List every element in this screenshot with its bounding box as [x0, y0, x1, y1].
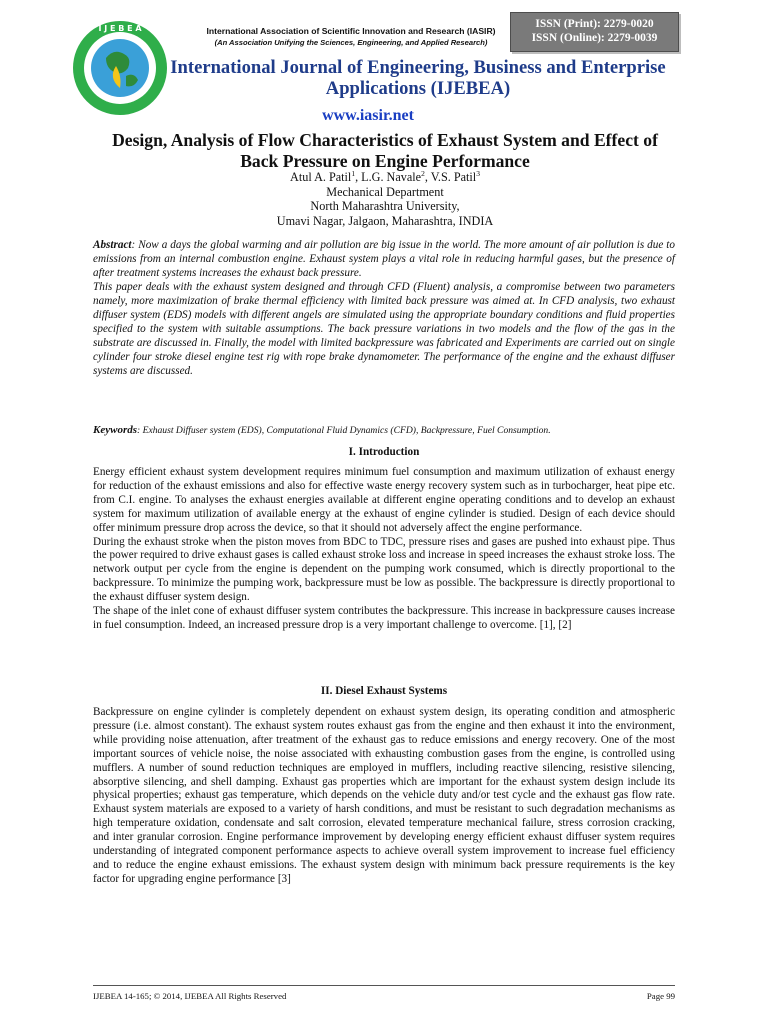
globe-logo-icon [70, 18, 170, 118]
section-heading: II. Diesel Exhaust Systems [320, 685, 448, 697]
author-block [200, 167, 570, 228]
journal-name: International Journal of Engineering, Business and Enterprise Applications (IJEBEA) [170, 57, 666, 99]
keywords: Keywords: Exhaust Diffuser system (EDS), Computational Fluid Dynamics (CFD), Backpressure, Fuel Consumption. [93, 424, 551, 436]
department: Mechanical Department [326, 184, 444, 199]
abstract-paragraph: Abstract: Now a days the global warming and air pollution are big issue in the world. The more amount of air pollution is due to emissions from an internal combustion engine. Exhaust system plays a vital role in reducing harmful gases, but the presence of after treatment systems increases the exhaust back pressure. [93, 239, 675, 279]
author-line: Atul A. Patil$^1$, L.G. Navale$^2$, V.S. Patil$^3$ [290, 169, 480, 185]
page-number: Page 99 [646, 991, 675, 1001]
section-body [93, 466, 675, 633]
address: Umavi Nagar, Jalgaon, Maharashtra, INDIA [276, 213, 494, 228]
organization-header [192, 26, 510, 48]
keywords-text: Exhaust Diffuser system (EDS), Computational Fluid Dynamics (CFD), Backpressure, Fuel Consumption. [142, 425, 551, 436]
issn-print: ISSN (Print): 2279-0020 [535, 18, 654, 30]
journal-website-link[interactable]: www.iasir.net [322, 107, 414, 124]
body-paragraph: Backpressure on engine cylinder is completely dependent on exhaust system design, its operating condition and atmospheric pressure (i.e. almost constant). The exhaust system routes exhaust gas from the engine and then exhaust it into the environment, while providing noise attenuation, after treatment of the exhaust gas to reduce emissions and energy recovery. One of the most important sources of vehicle noise, the noise associated with exhausting combustion gases from the engine, is controlled using mufflers. A number of sound reduction techniques are employed in mufflers, including reactive silencing, resistive silencing, absorptive silencing, and shell damping. Exhaust gas properties which are important for the exhaust system design include its physical properties; exhaust gas temperature, which depends on the vehicle duty and/or test cycle and the exhaust gas flow rate. Exhaust system materials are exposed to a variety of harsh conditions, and must be resistant to such degradation mechanisms as high temperature oxidation, condensate and salt corrosion, elevated temperature mechanical failure, stress corrosion cracking, and inter granular corrosion. Engine performance improvement by developing energy efficient exhaust diffuser system requires understanding of integrated component performance aspects to achieve overall system improvement to increase fuel efficiency and to reduce the engine exhaust emissions. The exhaust system design with minimum back pressure requirements is the key factor for upgrading engine performance [3] [93, 706, 675, 885]
body-paragraph: The shape of the inlet cone of exhaust diffuser system contributes the backpressure. This increase in backpressure causes increase in fuel consumption. Indeed, an increased pressure drop is a very important challenge to overcome. [1], [2] [93, 605, 675, 631]
section-body [93, 706, 675, 887]
author-name: L.G. Navale [361, 170, 422, 185]
organization-name: International Association of Scientific Innovation and Research (IASIR) [206, 26, 496, 36]
organization-tagline: (An Association Unifying the Sciences, Engineering, and Applied Research) [214, 38, 488, 47]
author-name: Atul A. Patil [290, 170, 352, 185]
section-heading: I. Introduction [348, 446, 420, 458]
author-affiliation-mark: 2 [421, 169, 425, 178]
abstract-text: Now a days the global warming and air pollution are big issue in the world. The more amount of air pollution is due to emissions from an internal combustion engine. Exhaust system plays a vital role in reducing harmful gases, but the presence of after treatment systems increases the exhaust back pressure. [93, 239, 675, 279]
author-affiliation-mark: 1 [351, 169, 356, 178]
footer-copyright: IJEBEA 14-165; © 2014, IJEBEA All Rights Reserved [93, 991, 287, 1001]
body-paragraph: Energy efficient exhaust system development requires minimum fuel consumption and maximum utilization of exhaust energy for reduction of the exhaust emissions and also for effective waste energy recovery system such as in turbocharger, heat pipe etc. from C.I. engine. To analyses the exhaust energies available at different engine operating conditions and to develop an exhaust system for maximum utilization of available energy at the exhaust of engine cylinder is studied. Design of each device should offer minimum pressure drop across the device, so that it should not adversely affect the engine performance. [93, 466, 675, 534]
footer-divider [93, 985, 675, 986]
body-paragraph: During the exhaust stroke when the piston moves from BDC to TDC, pressure rises and gases are pushed into exhaust pipe. Thus the power required to drive exhaust gases is called exhaust stroke loss and increase in speed increases the exhaust stroke loss. The network output per cycle from the engine is dependent on the pumping work consumed, which is directly proportional to the backpressure. To minimize the pumping work, backpressure must be low as possible. The backpressure is directly proportional to the exhaust diffuser system design. [93, 535, 675, 604]
page-footer [93, 991, 675, 1001]
issn-online: ISSN (Online): 2279-0039 [531, 32, 658, 44]
author-name: V.S. Patil [430, 170, 477, 185]
abstract-paragraph: This paper deals with the exhaust system designed and through CFD (Fluent) analysis, a compromise between two parameters namely, more maximization of brake thermal efficiency with limited back pressure was aimed at. In CFD analysis, two exhaust diffuser system (EDS) models with different angels are simulated using the appropriate boundary conditions and fluid properties specified to the system with suitable assumptions. The back pressure variations in two models and the flow of the gas in the substrate are discussed in. Finally, the model with limited backpressure was fabricated and Experiments are carried out on single cylinder four stroke diesel engine test rig with rope brake dynamometer. The performance of the engine and the exhaust diffuser systems are discussed. [93, 281, 675, 377]
keywords-label: Keywords [93, 424, 137, 436]
issn-box [510, 12, 679, 52]
university: North Maharashtra University, [310, 199, 460, 214]
paper-title: Design, Analysis of Flow Characteristics of Exhaust System and Effect of Back Pressure on Engine Performance [112, 130, 658, 171]
abstract [93, 238, 675, 378]
author-affiliation-mark: 3 [476, 169, 480, 178]
abstract-label: Abstract [93, 239, 132, 251]
logo-letters: I J E B E A [98, 24, 142, 33]
